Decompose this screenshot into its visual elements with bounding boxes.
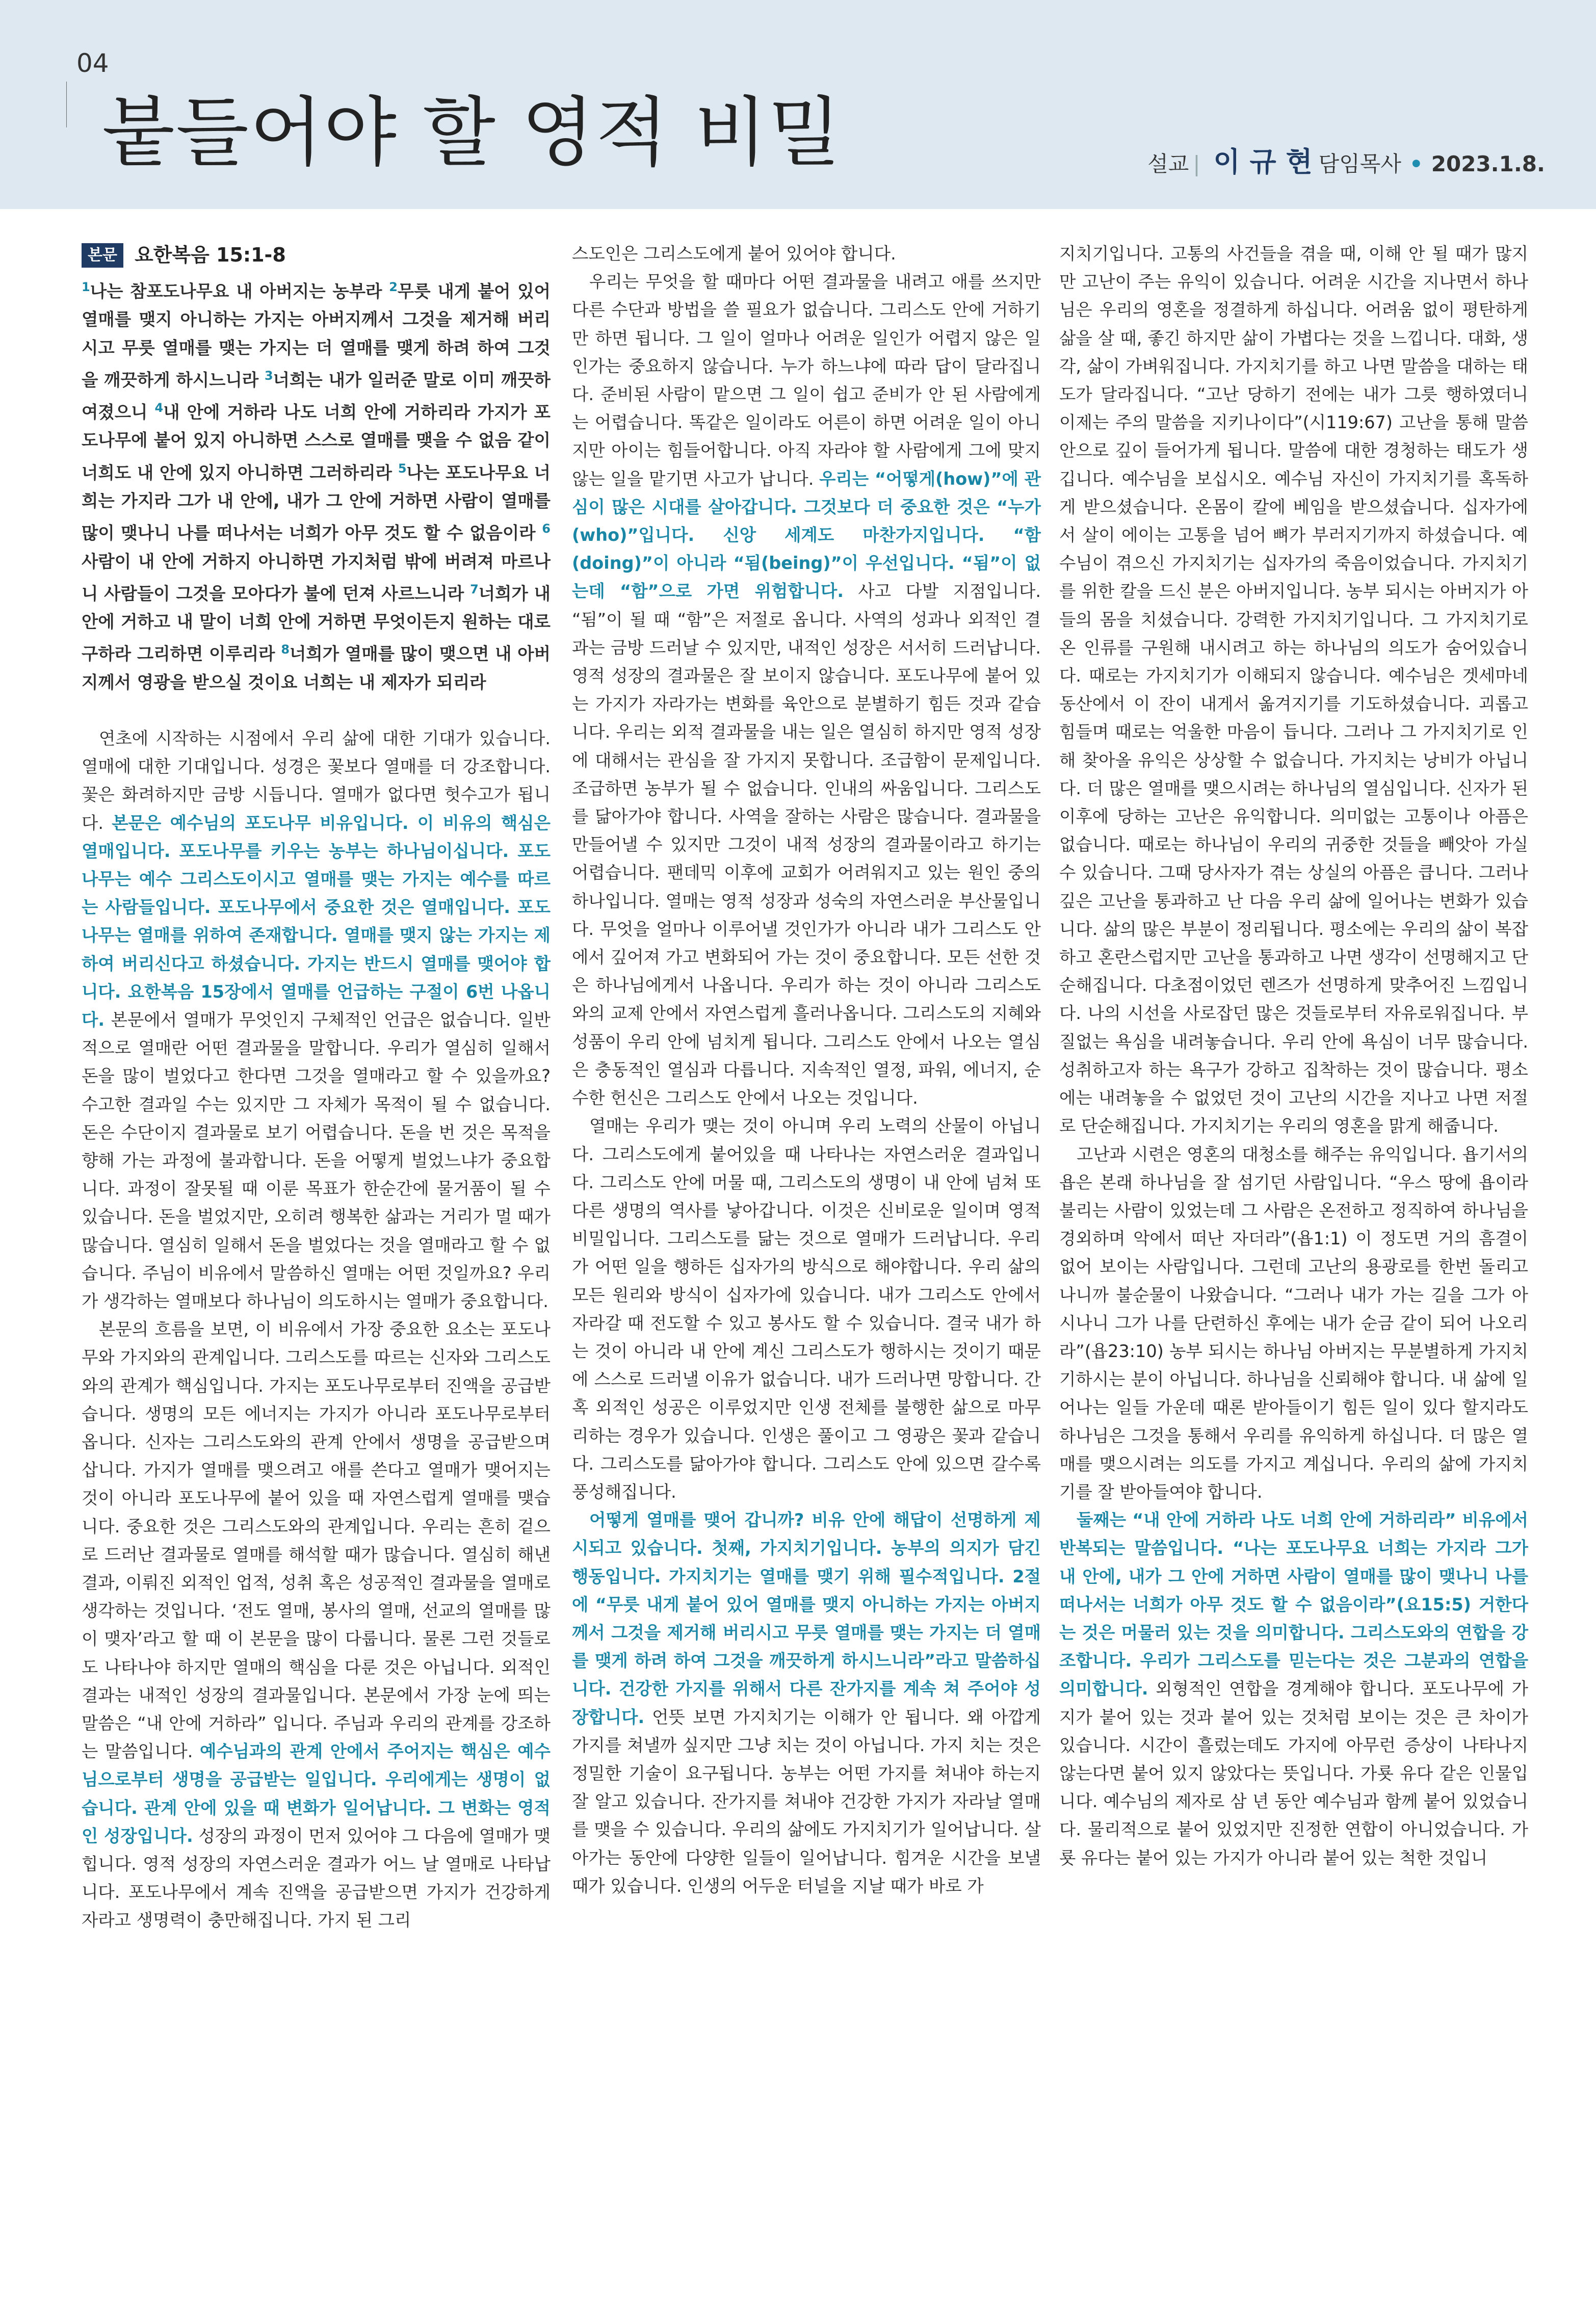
body-paragraph [1059, 1506, 1528, 1872]
verse-text: 너희가 내 안에 거하고 내 말이 너희 안에 거하면 무엇이든지 원하는 대로 구하라 그리하면 이루리라 [82, 583, 551, 664]
body-paragraph [572, 1112, 1041, 1506]
page-title: 붙들어야 할 영적 비밀 [102, 89, 842, 176]
body-paragraph [572, 1506, 1041, 1900]
preacher-name: 이 규 현 [1213, 146, 1313, 178]
body-paragraph [572, 240, 1041, 268]
verse-number: 8 [281, 642, 290, 657]
body-text: 본문에서 열매가 무엇인지 구체적인 언급은 없습니다. 일반적으로 열매란 어떤 결과물을 말합니다. 우리가 열심히 일해서 돈을 많이 벌었다고 한다면 그것을 열매라고 할 수 있을까요? 수고한 결과일 수는 있지만 그 자체가 목적이 될 수 없습니다. 돈은 수단이지 결과물로 보기 어렵습니다. 돈을 번 것은 목적을 향해 가는 과정에 불과합니다. 돈을 어떻게 벌었느냐가 중요합니다. 과정이 잘못될 때 이룬 목표가 한순간에 물거품이 될 수 있습니다. 돈을 벌었지만, 오히려 행복한 삶과는 거리가 멀 때가 많습니다. 열심히 일해서 돈을 벌었다는 것을 열매라고 할 수 없습니다. 주님이 비유에서 말씀하신 열매는 어떤 것일까요? 우리가 생각하는 열매보다 하나님이 의도하시는 열매가 중요합니다. [82, 1009, 551, 1311]
verse-number: 5 [398, 461, 407, 476]
verse-number: 4 [154, 401, 164, 415]
body-paragraph [1059, 240, 1528, 1140]
sermon-meta [1147, 140, 1545, 179]
article-column-1 [82, 240, 551, 1935]
sermon-label: 설교 [1147, 151, 1189, 176]
body-paragraph [82, 724, 551, 1315]
scripture-reference: 요한복음 15:1-8 [134, 244, 286, 267]
body-text: 본문의 흐름을 보면, 이 비유에서 가장 중요한 요소는 포도나무와 가지와의 관계입니다. 그리스도를 따르는 신자와 그리스도와의 관계가 핵심입니다. 가지는 포도나무로부터 진액을 공급받습니다. 생명의 모든 에너지는 가지가 아니라 포도나무로부터 옵니다. 신자는 그리스도와의 관계 안에서 생명을 공급받으며 삽니다. 가지가 열매를 맺으려고 애를 쓴다고 열매가 맺어지는 것이 아니라 포도나무에 붙어 있을 때 자연스럽게 열매를 맺습니다. 중요한 것은 그리스도와의 관계입니다. 우리는 흔히 겉으로 드러난 결과물로 열매를 해석할 때가 많습니다. 열심히 해낸 결과, 이뤄진 외적인 업적, 성취 혹은 성공적인 결과물을 열매로 생각하는 것입니다. ‘전도 열매, 봉사의 열매, 선교의 열매를 많이 맺자’라고 할 때 이 본문을 많이 다룹니다. 물론 그런 것들로도 나타나야 하지만 열매의 핵심을 다룬 것은 아닙니다. 외적인 결과는 내적인 성장의 결과물입니다. 본문에서 가장 눈에 띄는 말씀은 “내 안에 거하라” 입니다. 주님과 우리의 관계를 강조하는 말씀입니다. [82, 1319, 551, 1762]
body-text: 고난과 시련은 영혼의 대청소를 해주는 유익입니다. 욥기서의 욥은 본래 하나님을 잘 섬기던 사람입니다. “우스 땅에 욥이라 불리는 사람이 있었는데 그 사람은 온전하고 정직하여 하나님을 경외하며 악에서 떠난 자더라”(욥1:1) 이 정도면 거의 흠결이 없어 보이는 사람입니다. 그런데 고난의 용광로를 한번 돌리고 나니까 불순물이 나왔습니다. “그러나 내가 가는 길을 그가 아시나니 그가 나를 단련하신 후에는 내가 순금 같이 되어 나오리라”(욥23:10) 농부 되시는 하나님 아버지는 무분별하게 가지치기하시는 분이 아닙니다. 하나님을 신뢰해야 합니다. 내 삶에 일어나는 일들 가운데 때론 받아들이기 힘든 일이 있다 할지라도 하나님은 그것을 통해서 우리를 유익하게 하십니다. 더 많은 열매를 맺으시려는 의도를 가지고 계십니다. 우리의 삶에 가지치기를 잘 받아들여야 합니다. [1059, 1144, 1528, 1502]
verse-text: 사람이 내 안에 거하지 아니하면 가지처럼 밖에 버려져 마르나니 사람들이 그것을 모아다가 불에 던져 사르느니라 [82, 551, 551, 604]
body-paragraph [572, 268, 1041, 1112]
verse-number: 2 [389, 280, 398, 294]
body-text: 우리는 무엇을 할 때마다 어떤 결과물을 내려고 애를 쓰지만 다른 수단과 방법을 쓸 필요가 없습니다. 그리스도 안에 거하기만 하면 됩니다. 그 일이 얼마나 어려운 일인가 어렵지 않은 일인가는 중요하지 않습니다. 누가 하느냐에 따라 답이 달라집니다. 준비된 사람이 맡으면 그 일이 쉽고 준비가 안 된 사람에게는 어렵습니다. 똑같은 일이라도 어른이 하면 어려운 일이 아니지만 아이는 힘들어합니다. 아직 자라야 할 사람에게 그에 맞지 않는 일을 맡기면 사고가 납니다. [572, 272, 1041, 489]
meta-separator: | [1193, 151, 1200, 176]
highlighted-text: 본문은 예수님의 포도나무 비유입니다. 이 비유의 핵심은 열매입니다. 포도나무를 키우는 농부는 하나님이십니다. 포도나무는 예수 그리스도이시고 열매를 맺는 가지는 예수를 따르는 사람들입니다. 포도나무에서 중요한 것은 열매입니다. 포도나무는 열매를 위하여 존재합니다. 열매를 맺지 않는 가지는 제하여 버리신다고 하셨습니다. 가지는 반드시 열매를 맺어야 합니다. 요한복음 15장에서 열매를 언급하는 구절이 6번 나옵니다. [82, 813, 551, 1030]
body-text: 성장의 과정이 먼저 있어야 그 다음에 열매가 맺힙니다. 영적 성장의 자연스러운 결과가 어느 날 열매로 나타납니다. 포도나무에서 계속 진액을 공급받으면 가지가 건강하게 자라고 생명력이 충만해집니다. 가지 된 그리 [82, 1826, 551, 1931]
body-paragraph [1059, 1140, 1528, 1506]
body-text: 언뜻 보면 가지치기는 이해가 안 됩니다. 왜 아깝게 가지를 쳐낼까 싶지만 그냥 치는 것이 아닙니다. 가지 치는 것은 정밀한 기술이 요구됩니다. 농부는 어떤 가지를 쳐내야 하는지 잘 알고 있습니다. 잔가지를 쳐내야 건강한 가지가 자라날 열매를 맺을 수 있습니다. 우리의 삶에도 가지치기가 일어납니다. 살아가는 동안에 다양한 일들이 일어납니다. 힘겨운 시간을 보낼 때가 있습니다. 인생의 어두운 터널을 지날 때가 바로 가 [572, 1707, 1041, 1896]
meta-bullet-icon: • [1409, 151, 1423, 176]
highlighted-text: 예수님과의 관계 안에서 주어지는 핵심은 예수님으로부터 생명을 공급받는 일입니다. 우리에게는 생명이 없습니다. 관계 안에 있을 때 변화가 일어납니다. 그 변화는 영적인 성장입니다. [82, 1741, 551, 1846]
verse-number: 7 [470, 582, 479, 596]
page-number-rule [66, 82, 67, 127]
body-text: 스도인은 그리스도에게 붙어 있어야 합니다. [572, 244, 896, 264]
scripture-text [82, 273, 551, 696]
verse-number: 1 [82, 280, 90, 294]
body-text: 지치기입니다. 고통의 사건들을 겪을 때, 이해 안 될 때가 많지만 고난이 주는 유익이 있습니다. 어려운 시간을 지나면서 하나님은 우리의 영혼을 정결하게 하십니다. 어려움 없이 평탄하게 삶을 살 때, 좋긴 하지만 삶이 가볍다는 것을 느낍니다. 대화, 생각, 삶이 가벼워집니다. 가지치기를 하고 나면 말씀을 대하는 태도가 달라집니다. “고난 당하기 전에는 내가 그릇 행하였더니 이제는 주의 말씀을 지키나이다”(시119:67) 고난을 통해 말씀 안으로 깊이 들어가게 됩니다. 말씀에 대한 경청하는 태도가 생깁니다. 예수님을 보십시오. 예수님 자신이 가지치기를 혹독하게 받으셨습니다. 온몸이 칼에 베임을 받으셨습니다. 십자가에서 살이 에이는 고통을 넘어 뼈가 부러지기까지 하셨습니다. 예수님이 겪으신 가지치기는 십자가의 죽음이었습니다. 가지치기를 위한 칼을 드신 분은 아버지입니다. 농부 되시는 아버지가 아들의 몸을 치셨습니다. 강력한 가지치기입니다. 그 가지치기로 온 인류를 구원해 내시려고 하는 하나님의 의도가 숨어있습니다. 때로는 가지치기가 이해되지 않습니다. 예수님은 겟세마네 동산에서 이 잔이 내게서 옮겨지기를 기도하셨습니다. 괴롭고 힘들며 때로는 억울한 마음이 듭니다. 그러나 그 가지치기로 인해 찾아올 유익은 상상할 수 없습니다. 가지치는 낭비가 아닙니다. 더 많은 열매를 맺으시려는 하나님의 열심입니다. 신자가 된 이후에 당하는 고난은 유익합니다. 의미없는 고통이나 아픔은 없습니다. 때로는 하나님이 우리의 귀중한 것들을 빼앗아 가실 수 있습니다. 그때 당사자가 겪는 상실의 아픔은 큽니다. 그러나 깊은 고난을 통과하고 난 다음 우리 삶에 일어나는 변화가 있습니다. 삶의 많은 부분이 정리됩니다. 평소에는 우리의 삶이 복잡하고 혼란스럽지만 고난을 통과하고 나면 생각이 선명해지고 단순해집니다. 다초점이었던 렌즈가 선명하게 맞추어진 느낌입니다. 나의 시선을 사로잡던 많은 것들로부터 자유로워집니다. 부질없는 욕심을 내려놓습니다. 우리 안에 욕심이 너무 많습니다. 성취하고자 하는 욕구가 강하고 집착하는 것이 많습니다. 평소에는 내려놓을 수 없었던 것이 고난의 시간을 지나고 나면 저절로 단순해집니다. 가지치기는 우리의 영혼을 맑게 해줍니다. [1059, 244, 1528, 1136]
verse-number: 3 [264, 368, 273, 383]
body-text: 열매는 우리가 맺는 것이 아니며 우리 노력의 산물이 아닙니다. 그리스도에게 붙어있을 때 나타나는 자연스러운 결과입니다. 그리스도 안에 머물 때, 그리스도의 생명이 내 안에 넘쳐 또 다른 생명의 역사를 낳아갑니다. 이것은 신비로운 일이며 영적 비밀입니다. 그리스도를 닮는 것으로 열매가 드러납니다. 우리가 어떤 일을 행하든 십자가의 방식으로 해야합니다. 우리 삶의 모든 원리와 방식이 십자가에 있습니다. 내가 그리스도 안에서 자라갈 때 전도할 수 있고 봉사도 할 수 있습니다. 결국 내가 하는 것이 아니라 내 안에 계신 그리스도가 행하시는 것이기 때문에 스스로 드러낼 이유가 없습니다. 내가 드러나면 망합니다. 간혹 외적인 성공은 이루었지만 인생 전체를 불행한 삶으로 마무리하는 경우가 있습니다. 인생은 풀이고 그 영광은 꽃과 같습니다. 그리스도를 닮아가야 합니다. 그리스도 안에 있으면 갈수록 풍성해집니다. [572, 1116, 1041, 1502]
page-header [0, 0, 1596, 209]
section-gap [82, 696, 551, 724]
body-text: 외형적인 연합을 경계해야 합니다. 포도나무에 가지가 붙어 있는 것과 붙어 있는 것처럼 보이는 것은 큰 차이가 있습니다. 시간이 흘렀는데도 가지에 아무런 증상이 나타나지 않는다면 붙어 있지 않았다는 뜻입니다. 가룟 유다 같은 인물입니다. 예수님의 제자로 삼 년 동안 예수님과 함께 붙어 있었습니다. 물리적으로 붙어 있었지만 진정한 연합이 아니었습니다. 가룟 유다는 붙어 있는 가지가 아니라 붙어 있는 척한 것입니 [1059, 1679, 1528, 1868]
scripture-heading [82, 240, 551, 271]
highlighted-text: 우리는 “어떻게(how)”에 관심이 많은 시대를 살아갑니다. 그것보다 더 중요한 것은 “누가(who)”입니다. 신앙 세계도 마찬가지입니다. “함(doing)”이 아니라 “됨(being)”이 우선입니다. “됨”이 없는데 “함”으로 가면 위험합니다. [572, 468, 1041, 602]
article-column-2 [572, 240, 1041, 1900]
article-column-3 [1059, 240, 1528, 1872]
highlighted-text: 어떻게 열매를 맺어 갑니까? 비유 안에 해답이 선명하게 제시되고 있습니다. 첫째, 가지치기입니다. 농부의 의지가 담긴 행동입니다. 가지치기는 열매를 맺기 위해 필수적입니다. 2절에 “무릇 내게 붙어 있어 열매를 맺지 아니하는 가지는 아버지께서 그것을 제거해 버리시고 무릇 열매를 맺는 가지는 더 열매를 맺게 하려 하여 그것을 깨끗하게 하시느니라”라고 말씀하십니다. 건강한 가지를 위해서 다른 잔가지를 계속 쳐 주어야 성장합니다. [572, 1510, 1041, 1727]
scripture-badge: 본문 [82, 243, 123, 268]
highlighted-text: 둘째는 “내 안에 거하라 나도 너희 안에 거하리라” 비유에서 반복되는 말씀입니다. “나는 포도나무요 너희는 가지라 그가 내 안에, 내가 그 안에 거하면 사람이 열매를 많이 맺나니 나를 떠나서는 너희가 아무 것도 할 수 없음이라”(요15:5) 거한다는 것은 머물러 있는 것을 의미합니다. 그리스도와의 연합을 강조합니다. 우리가 그리스도를 믿는다는 것은 그분과의 연합을 의미합니다. [1059, 1510, 1528, 1699]
body-text: 사고 다발 지점입니다. “됨”이 될 때 “함”은 저절로 옵니다. 사역의 성과나 외적인 결과는 금방 드러날 수 있지만, 내적인 성장은 서서히 드러납니다. 영적 성장의 결과물은 잘 보이지 않습니다. 포도나무에 붙어 있는 가지가 자라가는 변화를 육안으로 분별하기 힘든 것과 같습니다. 우리는 외적 결과물을 내는 일은 열심히 하지만 영적 성장에 대해서는 관심을 잘 가지지 못합니다. 조급함이 문제입니다. 조급하면 농부가 될 수 없습니다. 인내의 싸움입니다. 그리스도를 닮아가야 합니다. 사역을 잘하는 사람은 많습니다. 결과물을 만들어낼 수 있지만 그것이 내적 성장의 결과물이라고 하기는 어렵습니다. 팬데믹 이후에 교회가 어려워지고 있는 원인 중의 하나입니다. 열매는 영적 성장과 성숙의 자연스러운 부산물입니다. 무엇을 얼마나 이루어낼 것인가가 아니라 내가 그리스도 안에서 깊어져 가고 변화되어 가는 것이 중요합니다. 모든 선한 것은 하나님에게서 나옵니다. 우리가 하는 것이 아니라 그리스도와의 교제 안에서 자연스럽게 흘러나옵니다. 그리스도의 지혜와 성품이 우리 안에 넘치게 됩니다. 그리스도 안에서 나오는 열심은 충동적인 열심과 다릅니다. 지속적인 열정, 파워, 에너지, 순수한 헌신은 그리스도 안에서 나오는 것입니다. [572, 581, 1041, 1108]
body-paragraph [82, 1315, 551, 1934]
verse-text: 너희가 열매를 많이 맺으면 내 아버지께서 영광을 받으실 것이요 너희는 내 제자가 되리라 [82, 644, 551, 692]
verse-number: 6 [542, 522, 551, 536]
verse-text: 내 안에 거하라 나도 너희 안에 거하리라 가지가 포도나무에 붙어 있지 아니하면 스스로 열매를 맺을 수 없음 같이 너희도 내 안에 있지 아니하면 그러하리라 [82, 402, 551, 483]
verse-text: 너희는 내가 일러준 말로 이미 깨끗하여졌으니 [82, 370, 551, 423]
preacher-role: 담임목사 [1318, 151, 1401, 176]
sermon-date: 2023.1.8. [1431, 151, 1545, 176]
verse-text: 나는 포도나무요 너희는 가지라 그가 내 안에, 내가 그 안에 거하면 사람이 열매를 많이 맺나니 나를 떠나서는 너희가 아무 것도 할 수 없음이라 [82, 462, 551, 543]
verse-text: 나는 참포도나무요 내 아버지는 농부라 [90, 281, 389, 302]
body-text: 연초에 시작하는 시점에서 우리 삶에 대한 기대가 있습니다. 열매에 대한 기대입니다. 성경은 꽃보다 열매를 더 강조합니다. 꽃은 화려하지만 금방 시듭니다. 열매가 없다면 헛수고가 됩니다. [82, 728, 551, 833]
verse-text: 무릇 내게 붙어 있어 열매를 맺지 아니하는 가지는 아버지께서 그것을 제거해 버리시고 무릇 열매를 맺는 가지는 더 열매를 맺게 하려 하여 그것을 깨끗하게 하시느니라 [82, 281, 551, 390]
page-number: 04 [76, 48, 109, 78]
